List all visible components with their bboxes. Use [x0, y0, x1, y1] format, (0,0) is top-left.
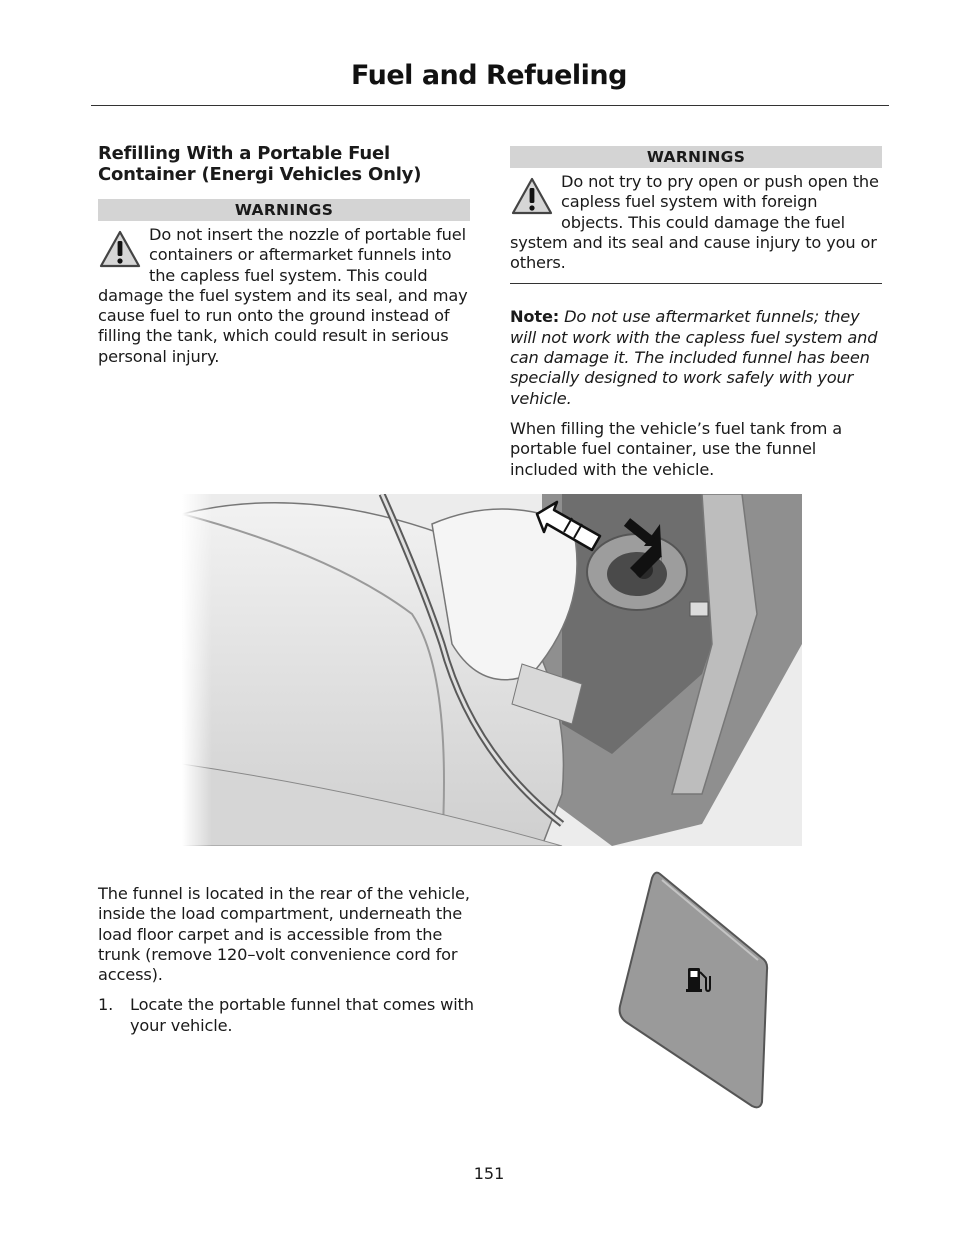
- list-item: [98, 995, 476, 1036]
- section-heading: Refilling With a Portable Fuel Container (Energi Vehicles Only): [98, 143, 422, 185]
- page-title: Fuel and Refueling: [351, 60, 627, 91]
- fuel-door-illustration: [612, 866, 772, 1112]
- warning-text-body: Do not try to pry open or push open the capless fuel system with foreign objects. This could damage the fuel system and its seal and cause injury to you or others.: [510, 172, 879, 273]
- title-divider: [91, 105, 889, 106]
- note-text: Do not use aftermarket funnels; they will not work with the capless fuel system and can damage it. The included funnel has been specially designed to work safely with your vehicle.: [510, 307, 878, 408]
- bottom-left-column: [98, 874, 476, 1036]
- warnings-label: WARNINGS: [510, 146, 882, 168]
- warning-text-body: Do not insert the nozzle of portable fuel containers or aftermarket funnels into the capless fuel system. This could damage the fuel system and its seal, and may cause fuel to run onto the ground instead of filling the tank, which could result in serious personal injury.: [98, 225, 468, 366]
- paragraph: The funnel is located in the rear of the vehicle, inside the load compartment, underneath the load floor carpet and is accessible from the trunk (remove 120–volt convenience cord for access).: [98, 884, 470, 985]
- warning-triangle-icon: [98, 229, 142, 269]
- paragraph: When filling the vehicle’s fuel tank from a portable fuel container, use the funnel included with the vehicle.: [510, 418, 842, 479]
- note-label: Note:: [510, 307, 560, 327]
- note: [510, 307, 882, 408]
- warning-text: [98, 225, 470, 367]
- warnings-label: WARNINGS: [98, 199, 470, 221]
- warning-divider: [510, 283, 882, 284]
- trunk-illustration: [182, 494, 802, 846]
- left-column: [98, 143, 470, 367]
- warning-text: [510, 172, 882, 273]
- page-number: 151: [473, 1164, 505, 1183]
- warning-triangle-icon: [510, 176, 554, 216]
- list-number: 1.: [98, 995, 114, 1015]
- list-text: Locate the portable funnel that comes with your vehicle.: [130, 995, 474, 1035]
- right-column: [510, 146, 882, 480]
